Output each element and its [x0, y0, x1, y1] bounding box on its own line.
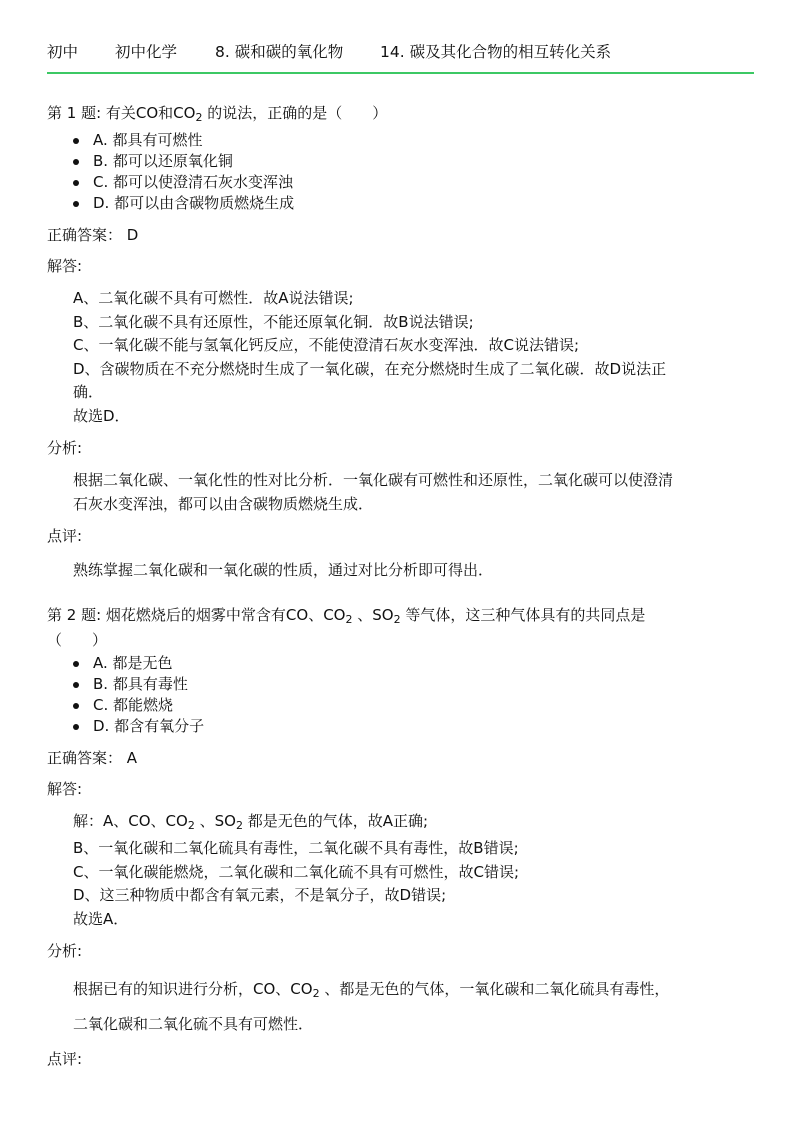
question-2-stem: 第 2 题: 烟花燃烧后的烟雾中常含有CO、$CO_2$ 、$SO_2$ 等气体，这三种气体具有的共同点是 — [47, 605, 646, 626]
option-a[interactable]: A. 都具有可燃性 — [47, 130, 754, 151]
bullet-icon — [73, 159, 79, 165]
bullet-icon — [73, 180, 79, 186]
question-number: 第 1 题: — [47, 104, 106, 122]
question-1-stem: 第 1 题: 有关CO和$CO_2$ 的说法，正确的是（ ） — [47, 104, 388, 124]
answer-value: A — [126, 748, 138, 767]
question-1-options — [47, 130, 754, 214]
solution-label: 解答: — [47, 257, 83, 275]
comment-label: 点评: — [47, 527, 83, 545]
breadcrumb-chapter[interactable]: 8. 碳和碳的氧化物 — [215, 43, 344, 61]
question-number: 第 2 题: — [47, 605, 106, 624]
option-c[interactable]: C. 都可以使澄清石灰水变浑浊 — [47, 172, 754, 193]
bullet-icon — [73, 201, 79, 207]
question-2-stem-cont: （ ） — [47, 630, 108, 649]
analysis-label: 分析: — [47, 439, 83, 457]
breadcrumb-section[interactable]: 14. 碳及其化合物的相互转化关系 — [380, 43, 612, 61]
answer-line — [47, 748, 754, 769]
answer-value: D — [126, 226, 139, 244]
option-c[interactable]: C. 都能燃烧 — [47, 695, 754, 716]
option-a[interactable]: A. 都是无色 — [47, 653, 754, 674]
bullet-icon — [73, 661, 79, 667]
option-b[interactable]: B. 都可以还原氧化铜 — [47, 151, 754, 172]
comment-body: 熟练掌握二氧化碳和一氧化碳的性质，通过对比分析即可得出． — [73, 561, 494, 579]
breadcrumb — [47, 38, 754, 74]
answer-label: 正确答案： — [47, 226, 123, 244]
bullet-icon — [73, 724, 79, 730]
solution-label: 解答: — [47, 779, 83, 798]
breadcrumb-level[interactable]: 初中 — [47, 43, 79, 61]
option-d[interactable]: D. 都含有氧分子 — [47, 716, 754, 737]
question-content — [47, 103, 754, 1070]
answer-line — [47, 225, 754, 246]
option-d[interactable]: D. 都可以由含碳物质燃烧生成 — [47, 193, 754, 214]
analysis-label: 分析: — [47, 942, 83, 960]
question-2 — [47, 605, 754, 1071]
question-1 — [47, 103, 754, 583]
option-b[interactable]: B. 都具有毒性 — [47, 674, 754, 695]
question-2-options — [47, 653, 754, 737]
bullet-icon — [73, 703, 79, 709]
breadcrumb-subject[interactable]: 初中化学 — [115, 43, 178, 61]
analysis-body: 根据已有的知识进行分析，CO、$CO_2$ 、都是无色的气体，一氧化碳和二氧化硫具有毒性， 二氧化碳和二氧化硫不具有可燃性． — [73, 980, 670, 1033]
solution-body: 解：A、CO、$CO_2$ 、$SO_2$ 都是无色的气体，故A正确; B、一氧化碳和二氧化硫具有毒性，二氧化碳不具有毒性，故B错误; C、一氧化碳能燃烧，二氧化碳和二氧化硫不具有可燃性，故C错误; D、这三种物质中都含有氧元素，不是氧分子，故D错误; 故选A． — [73, 811, 520, 928]
bullet-icon — [73, 138, 79, 144]
bullet-icon — [73, 682, 79, 688]
comment-label: 点评: — [47, 1050, 83, 1068]
solution-body: A、二氧化碳不具有可燃性．故A说法错误; B、二氧化碳不具有还原性，不能还原氧化铜．故B说法错误; C、一氧化碳不能与氢氧化钙反应，不能使澄清石灰水变浑浊．故C说法错误; D、含碳物质在不充分燃烧时生成了一氧化碳，在充分燃烧时生成了二氧化碳．故D说法正 确． 故选D． — [73, 289, 667, 425]
answer-label: 正确答案： — [47, 748, 123, 767]
analysis-body: 根据二氧化碳、一氧化性的性对比分析．一氧化碳有可燃性和还原性，二氧化碳可以使澄清 石灰水变浑浊，都可以由含碳物质燃烧生成． — [73, 471, 674, 513]
